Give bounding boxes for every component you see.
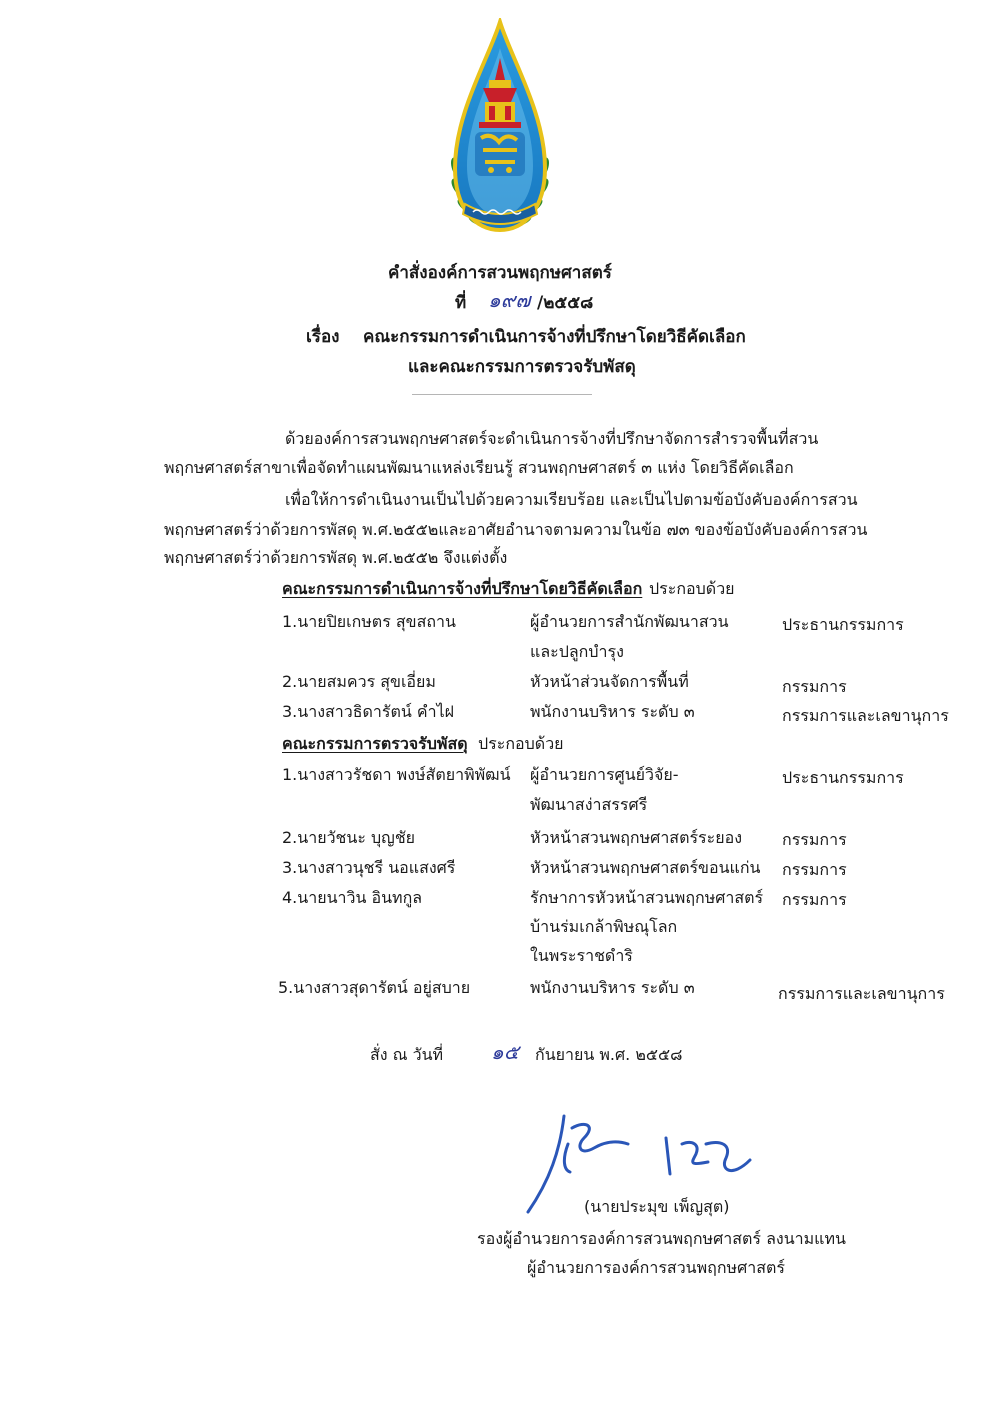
order-date-prefix: สั่ง ณ วันที่ [370, 1045, 444, 1064]
member-position: หัวหน้าสวนพฤกษศาสตร์ขอนแก่น [530, 858, 761, 877]
member-name: 2.นายวัชนะ บุญชัย [282, 828, 416, 847]
member-position: หัวหน้าสวนพฤกษศาสตร์ระยอง [530, 828, 743, 847]
member-name: 4.นายนาวิน อินทกูล [282, 888, 423, 907]
header-divider [412, 394, 592, 395]
order-date-rest: กันยายน พ.ศ. ๒๕๕๘ [535, 1045, 683, 1064]
member-role: กรรมการ [782, 890, 847, 909]
subject-line-2: และคณะกรรมการตรวจรับพัสดุ [408, 357, 636, 377]
member-position: บ้านร่มเกล้าพิษณุโลก [530, 917, 678, 936]
member-position: และปลูกบำรุง [530, 642, 624, 661]
paragraph-2-line-2: พฤกษศาสตร์ว่าด้วยการพัสดุ พ.ศ.๒๕๕๒และอาศัยอำนาจตามความในข้อ ๗๓ ของข้อบังคับองค์การสวน [164, 520, 868, 539]
member-position: พัฒนาสง่าสรรศรี [530, 795, 648, 814]
member-role: กรรมการ [782, 860, 847, 879]
member-role: กรรมการและเลขานุการ [778, 984, 945, 1003]
paragraph-1-line-1: ด้วยองค์การสวนพฤกษศาสตร์จะดำเนินการจ้างที่ปรึกษาจัดการสำรวจพื้นที่สวน [285, 429, 819, 448]
subject-line-1: คณะกรรมการดำเนินการจ้างที่ปรึกษาโดยวิธีคัดเลือก [363, 327, 746, 347]
member-position: หัวหน้าส่วนจัดการพื้นที่ [530, 672, 689, 691]
member-position: ผู้อำนวยการสำนักพัฒนาสวน [530, 612, 729, 631]
member-position: ผู้อำนวยการศูนย์วิจัย- [530, 765, 679, 784]
committee-2-suffix: ประกอบด้วย [478, 734, 564, 753]
member-position: ในพระราชดำริ [530, 946, 633, 965]
member-role: ประธานกรรมการ [782, 768, 904, 787]
member-role: กรรมการ [782, 677, 847, 696]
committee-2-title: คณะกรรมการตรวจรับพัสดุ [282, 734, 468, 753]
order-date-day-handwritten: ๑๕ [491, 1040, 519, 1064]
monogram-icon [475, 132, 525, 176]
member-name: 3.นางสาวธิดารัตน์ คำไฝ [282, 702, 454, 721]
committee-1-suffix: ประกอบด้วย [649, 579, 735, 598]
paragraph-2-line-3: พฤกษศาสตร์ว่าด้วยการพัสดุ พ.ศ.๒๕๕๒ จึงแต่งตั้ง [164, 548, 508, 567]
committee-1-title: คณะกรรมการดำเนินการจ้างที่ปรึกษาโดยวิธีคัดเลือก [282, 579, 643, 598]
member-name: 2.นายสมควร สุขเอี่ยม [282, 672, 436, 691]
order-number-label: ที่ [455, 293, 467, 313]
member-name: 1.นางสาวรัชดา พงษ์สัตยาพิพัฒน์ [282, 765, 511, 784]
member-role: กรรมการและเลขานุการ [782, 706, 949, 725]
signatory-title-line-2: ผู้อำนวยการองค์การสวนพฤกษศาสตร์ [527, 1258, 785, 1277]
signatory-name: (นายประมุข เพ็ญสุต) [584, 1197, 730, 1216]
paragraph-1-line-2: พฤกษศาสตร์สาขาเพื่อจัดทำแผนพัฒนาแหล่งเรียนรู้ สวนพฤกษศาสตร์ ๓ แห่ง โดยวิธีคัดเลือก [164, 458, 794, 477]
order-number-suffix: /๒๕๕๘ [537, 293, 594, 313]
member-position: รักษาการหัวหน้าสวนพฤกษศาสตร์ [530, 888, 764, 907]
member-position: พนักงานบริหาร ระดับ ๓ [530, 702, 695, 721]
member-name: 5.นางสาวสุดารัตน์ อยู่สบาย [278, 978, 471, 997]
subject-label: เรื่อง [306, 327, 340, 347]
order-header-title: คำสั่งองค์การสวนพฤกษศาสตร์ [388, 263, 612, 283]
signatory-title-line-1: รองผู้อำนวยการองค์การสวนพฤกษศาสตร์ ลงนามแทน [477, 1229, 846, 1248]
member-position: พนักงานบริหาร ระดับ ๓ [530, 978, 695, 997]
paragraph-2-line-1: เพื่อให้การดำเนินงานเป็นไปด้วยความเรียบร้อย และเป็นไปตามข้อบังคับองค์การสวน [285, 490, 858, 509]
member-name: 3.นางสาวนุชรี นอแสงศรี [282, 858, 456, 877]
member-role: ประธานกรรมการ [782, 615, 904, 634]
member-role: กรรมการ [782, 830, 847, 849]
order-number-handwritten: ๑๙๗ [488, 288, 531, 312]
member-name: 1.นายปิยเกษตร สุขสถาน [282, 612, 456, 631]
organization-emblem [445, 18, 555, 248]
